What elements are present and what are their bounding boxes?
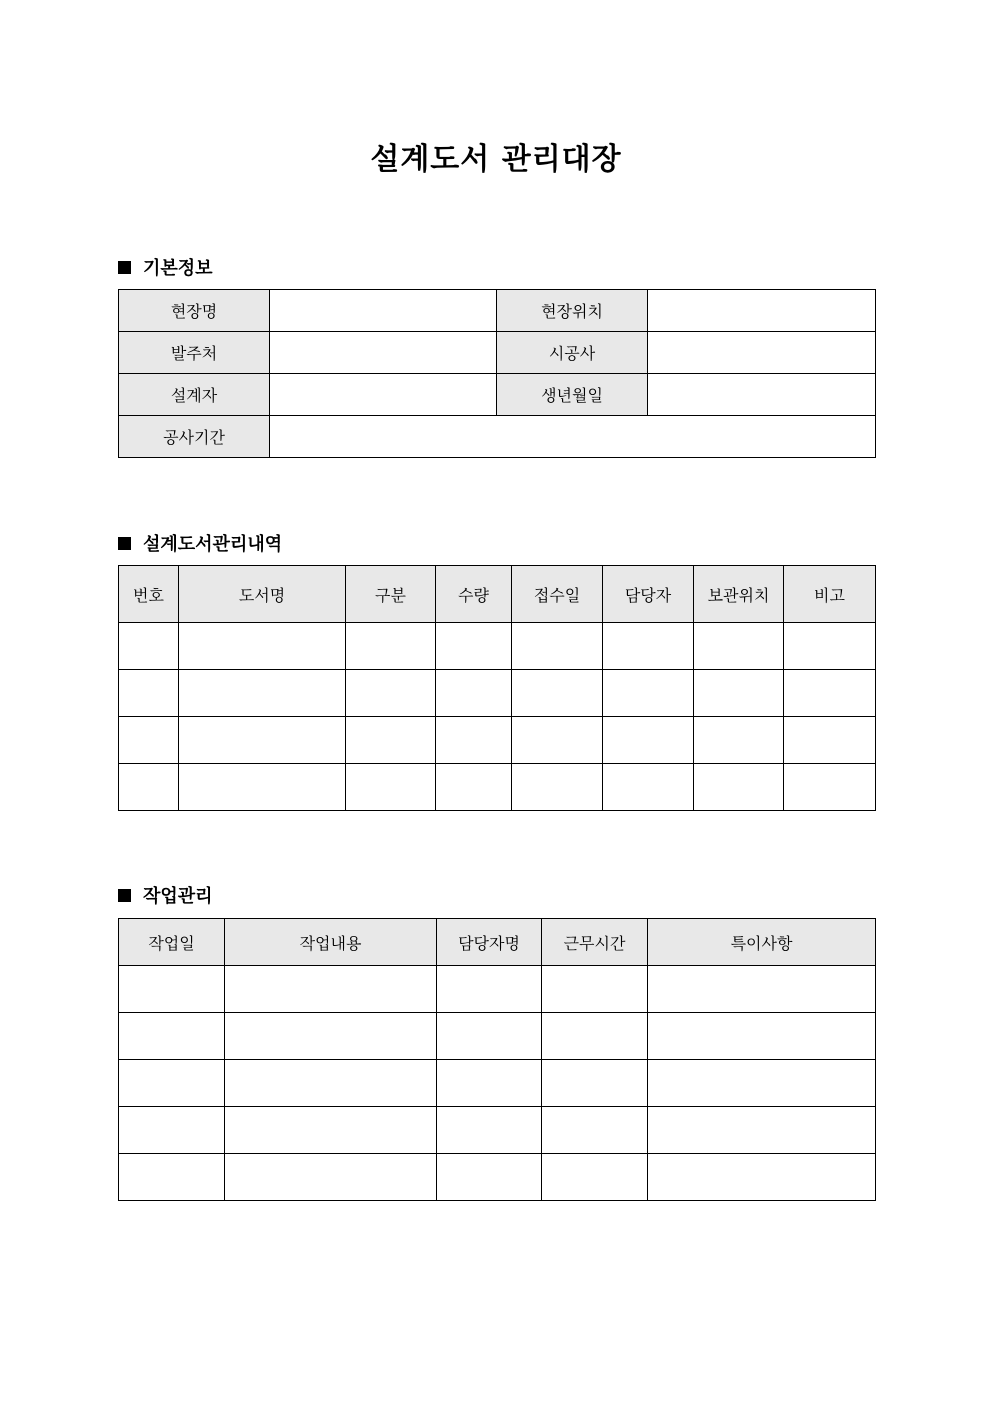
square-bullet-icon	[118, 537, 131, 550]
table-row	[119, 1013, 876, 1060]
table-cell[interactable]	[603, 717, 694, 764]
section-heading-work-mgmt	[118, 882, 213, 908]
table-cell[interactable]	[512, 717, 603, 764]
work-mgmt-table	[118, 918, 876, 1201]
table-cell[interactable]	[784, 717, 876, 764]
table-cell[interactable]	[346, 623, 436, 670]
column-header-document-name: 도서명	[179, 566, 346, 623]
site-location-label: 현장위치	[497, 290, 648, 332]
section-heading-basic-info	[118, 254, 213, 280]
table-cell[interactable]	[542, 966, 648, 1013]
column-header-quantity: 수량	[436, 566, 512, 623]
table-cell[interactable]	[119, 764, 179, 811]
table-cell[interactable]	[225, 1154, 437, 1201]
table-cell[interactable]	[542, 1107, 648, 1154]
construction-period-field[interactable]	[270, 416, 876, 458]
basic-info-table	[118, 289, 876, 458]
column-header-person-in-charge: 담당자	[603, 566, 694, 623]
section-heading-label: 설계도서관리내역	[143, 534, 283, 555]
column-header-category: 구분	[346, 566, 436, 623]
table-cell[interactable]	[784, 764, 876, 811]
table-cell[interactable]	[119, 670, 179, 717]
table-cell[interactable]	[542, 1013, 648, 1060]
table-cell[interactable]	[119, 623, 179, 670]
table-row	[119, 1107, 876, 1154]
column-header-received-date: 접수일	[512, 566, 603, 623]
table-row	[119, 1060, 876, 1107]
table-cell[interactable]	[648, 1107, 876, 1154]
table-header-row	[119, 566, 876, 623]
table-cell[interactable]	[436, 670, 512, 717]
site-location-field[interactable]	[648, 290, 876, 332]
page-title: 설계도서 관리대장	[370, 142, 622, 177]
table-cell[interactable]	[437, 966, 542, 1013]
designer-label: 설계자	[119, 374, 270, 416]
column-header-remarks: 비고	[784, 566, 876, 623]
column-header-working-hours: 근무시간	[542, 919, 648, 966]
table-cell[interactable]	[648, 1154, 876, 1201]
table-header-row	[119, 919, 876, 966]
table-cell[interactable]	[119, 966, 225, 1013]
table-cell[interactable]	[225, 1013, 437, 1060]
birthdate-label: 생년월일	[497, 374, 648, 416]
table-cell[interactable]	[437, 1154, 542, 1201]
table-cell[interactable]	[784, 623, 876, 670]
client-field[interactable]	[270, 332, 497, 374]
table-row	[119, 623, 876, 670]
table-row	[119, 290, 876, 332]
section-heading-label: 기본정보	[143, 258, 213, 279]
birthdate-field[interactable]	[648, 374, 876, 416]
table-row	[119, 764, 876, 811]
table-cell[interactable]	[694, 764, 784, 811]
table-cell[interactable]	[542, 1060, 648, 1107]
table-cell[interactable]	[119, 717, 179, 764]
table-cell[interactable]	[346, 764, 436, 811]
client-label: 발주처	[119, 332, 270, 374]
table-cell[interactable]	[225, 1107, 437, 1154]
construction-period-label: 공사기간	[119, 416, 270, 458]
column-header-number: 번호	[119, 566, 179, 623]
table-cell[interactable]	[179, 717, 346, 764]
table-cell[interactable]	[225, 966, 437, 1013]
column-header-person-name: 담당자명	[437, 919, 542, 966]
table-cell[interactable]	[179, 670, 346, 717]
table-cell[interactable]	[694, 670, 784, 717]
table-cell[interactable]	[119, 1154, 225, 1201]
design-docs-table	[118, 565, 876, 811]
contractor-field[interactable]	[648, 332, 876, 374]
table-cell[interactable]	[119, 1060, 225, 1107]
table-cell[interactable]	[784, 670, 876, 717]
table-row	[119, 1154, 876, 1201]
table-cell[interactable]	[437, 1060, 542, 1107]
table-row	[119, 717, 876, 764]
table-cell[interactable]	[119, 1107, 225, 1154]
table-cell[interactable]	[436, 717, 512, 764]
table-row	[119, 670, 876, 717]
contractor-label: 시공사	[497, 332, 648, 374]
column-header-work-content: 작업내용	[225, 919, 437, 966]
table-cell[interactable]	[437, 1013, 542, 1060]
table-cell[interactable]	[648, 1060, 876, 1107]
column-header-special-notes: 특이사항	[648, 919, 876, 966]
section-heading-design-docs	[118, 530, 282, 556]
square-bullet-icon	[118, 889, 131, 902]
table-row	[119, 966, 876, 1013]
table-cell[interactable]	[346, 670, 436, 717]
table-cell[interactable]	[436, 764, 512, 811]
table-cell[interactable]	[436, 623, 512, 670]
table-row	[119, 416, 876, 458]
table-cell[interactable]	[512, 623, 603, 670]
section-heading-label: 작업관리	[143, 886, 213, 907]
table-cell[interactable]	[179, 764, 346, 811]
table-cell[interactable]	[225, 1060, 437, 1107]
column-header-work-date: 작업일	[119, 919, 225, 966]
table-cell[interactable]	[512, 670, 603, 717]
table-cell[interactable]	[648, 1013, 876, 1060]
table-cell[interactable]	[437, 1107, 542, 1154]
site-name-label: 현장명	[119, 290, 270, 332]
table-cell[interactable]	[346, 717, 436, 764]
table-cell[interactable]	[512, 764, 603, 811]
table-cell[interactable]	[603, 764, 694, 811]
table-cell[interactable]	[603, 623, 694, 670]
column-header-storage-location: 보관위치	[694, 566, 784, 623]
designer-field[interactable]	[270, 374, 497, 416]
table-cell[interactable]	[648, 966, 876, 1013]
table-cell[interactable]	[694, 623, 784, 670]
table-row	[119, 374, 876, 416]
table-cell[interactable]	[179, 623, 346, 670]
square-bullet-icon	[118, 261, 131, 274]
table-row	[119, 332, 876, 374]
table-cell[interactable]	[542, 1154, 648, 1201]
site-name-field[interactable]	[270, 290, 497, 332]
table-cell[interactable]	[694, 717, 784, 764]
table-cell[interactable]	[603, 670, 694, 717]
table-cell[interactable]	[119, 1013, 225, 1060]
